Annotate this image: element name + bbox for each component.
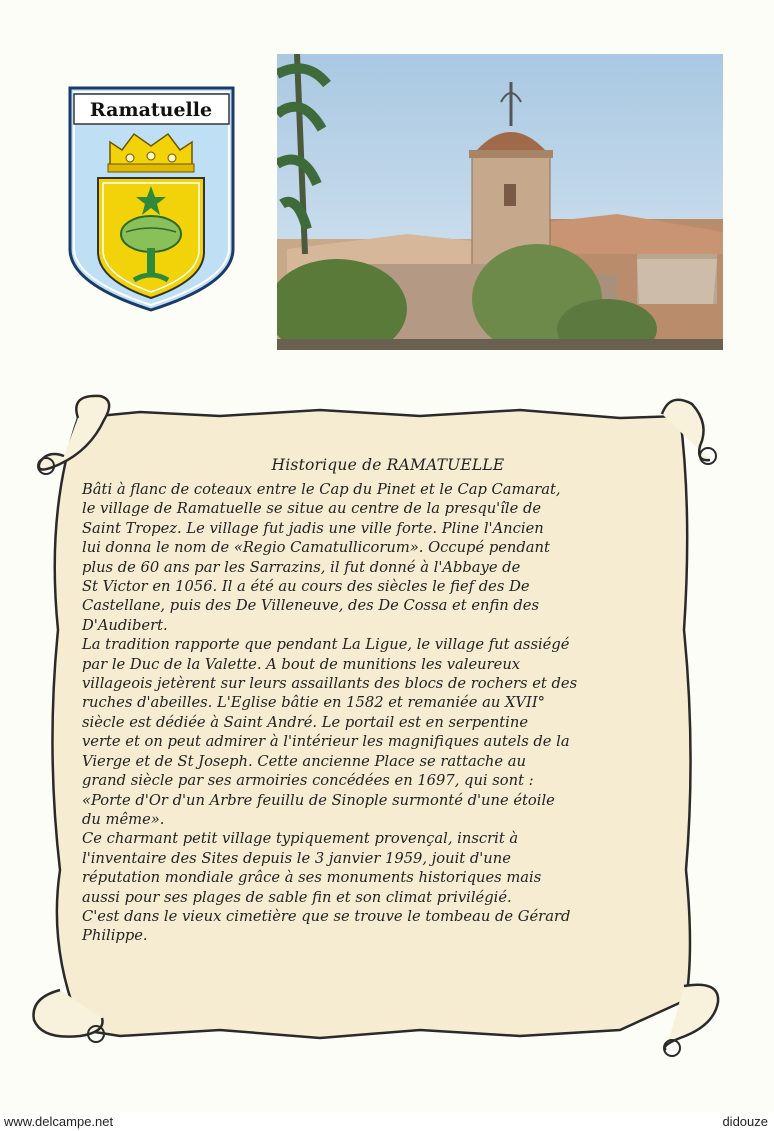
history-line: le village de Ramatuelle se situe au centre de la presqu'île de — [82, 500, 542, 518]
history-line: villageois jetèrent sur leurs assaillants des blocs de rochers et des — [82, 675, 578, 693]
village-church-tower-image — [277, 54, 723, 350]
history-line: réputation mondiale grâce à ses monuments historiques mais — [82, 869, 542, 887]
history-line: St Victor en 1056. Il a été au cours des siècles le fief des De — [82, 578, 530, 596]
village-photo — [277, 54, 723, 350]
scroll-paragraphs — [82, 480, 694, 946]
history-paragraph — [82, 829, 694, 907]
history-line: La tradition rapporte que pendant La Ligue, le village fut assiégé — [82, 636, 570, 654]
history-line: grand siècle par ses armoiries concédées en 1697, qui sont : — [82, 772, 534, 790]
history-line: l'inventaire des Sites depuis le 3 janvier 1959, jouit d'une — [82, 849, 511, 867]
history-line: par le Duc de la Valette. A bout de munitions les valeureux — [82, 655, 521, 673]
history-line: D'Audibert. — [82, 616, 168, 634]
history-line: aussi pour ses plages de sable fin et son climat privilégié. — [82, 888, 512, 906]
history-paragraph — [82, 907, 694, 946]
coat-of-arms-graphic — [64, 84, 239, 314]
scroll-text — [82, 456, 694, 946]
history-line: du même». — [82, 810, 165, 828]
history-line: lui donna le nom de «Regio Camatullicorum». Occupé pendant — [82, 539, 550, 557]
scroll-title: Historique de RAMATUELLE — [271, 456, 505, 474]
history-line: Ce charmant petit village typiquement provençal, inscrit à — [82, 830, 519, 848]
history-line: Philippe. — [82, 927, 148, 945]
watermark-bar — [0, 1112, 774, 1131]
history-line: siècle est dédiée à Saint André. Le portail est en serpentine — [82, 713, 529, 731]
history-paragraph — [82, 635, 694, 829]
history-line: ruches d'abeilles. L'Eglise bâtie en 1582 et remaniée au XVII° — [82, 694, 545, 712]
history-line: plus de 60 ans par les Sarrazins, il fut donné à l'Abbaye de — [82, 558, 521, 576]
history-line: Bâti à flanc de coteaux entre le Cap du Pinet et le Cap Camarat, — [82, 481, 561, 498]
history-scroll — [20, 390, 725, 1070]
history-line: verte et on peut admirer à l'intérieur les magnifiques autels de la — [82, 733, 570, 751]
coat-of-arms-label: Ramatuelle — [89, 99, 213, 121]
ramatuelle-coat-of-arms — [64, 84, 239, 314]
history-line: Castellane, puis des De Villeneuve, des De Cossa et enfin des — [82, 597, 540, 615]
history-paragraph — [82, 480, 694, 635]
footer-left-text: www.delcampe.net — [4, 1114, 114, 1129]
history-line: C'est dans le vieux cimetière que se trouve le tombeau de Gérard — [82, 907, 571, 925]
history-line: «Porte d'Or d'un Arbre feuillu de Sinople surmonté d'une étoile — [82, 791, 555, 809]
history-line: Vierge et de St Joseph. Cette ancienne Place se rattache au — [82, 752, 526, 770]
footer-right-text: didouze — [722, 1114, 768, 1129]
history-line: Saint Tropez. Le village fut jadis une ville forte. Pline l'Ancien — [82, 519, 544, 537]
